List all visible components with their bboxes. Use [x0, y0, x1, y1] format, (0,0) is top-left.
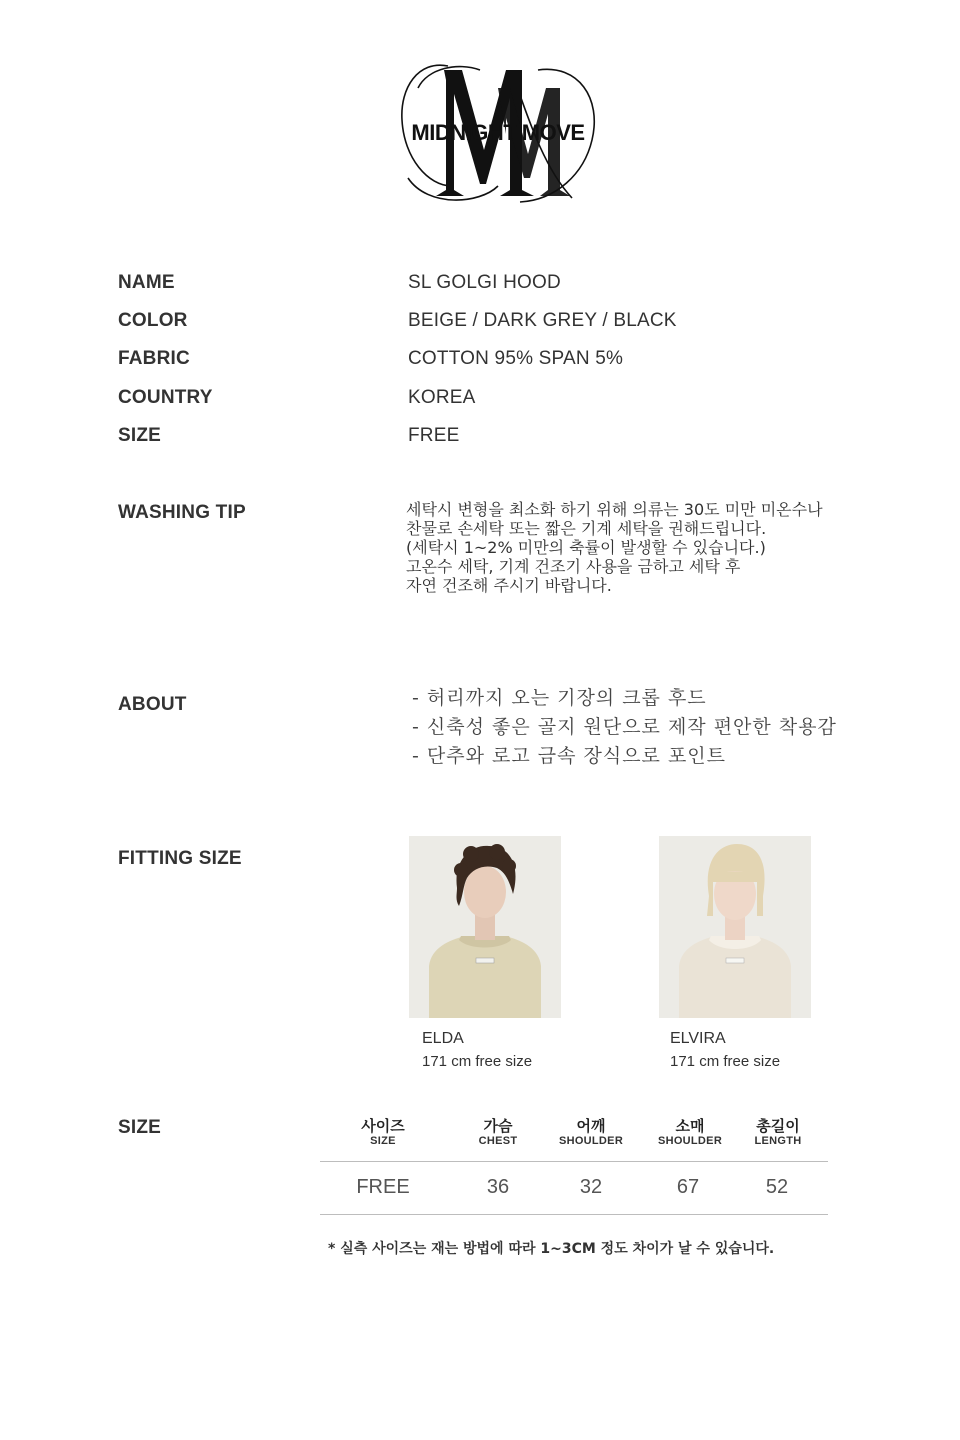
header-en: SHOULDER: [558, 1135, 624, 1147]
spec-label-color: COLOR: [118, 310, 188, 331]
about-label: ABOUT: [118, 694, 187, 715]
washing-line: 자연 건조해 주시기 바랍니다.: [406, 576, 612, 595]
brand-logo: [388, 58, 608, 208]
size-cell: 32: [579, 1176, 603, 1198]
spec-value-country: KOREA: [408, 387, 476, 408]
table-divider: [320, 1214, 828, 1215]
size-header-size: [338, 1118, 428, 1147]
size-header-length: [733, 1118, 823, 1147]
model-name-elvira: ELVIRA: [670, 1030, 726, 1047]
fitting-size-label: FITTING SIZE: [118, 848, 242, 869]
size-header-shoulder: [546, 1118, 636, 1147]
washing-tip-text: [406, 500, 936, 595]
model-figure-icon: [659, 836, 811, 1018]
about-list: [412, 684, 837, 771]
header-ko: 사이즈: [361, 1117, 405, 1135]
header-en: SIZE: [370, 1135, 396, 1147]
size-header-chest: [453, 1118, 543, 1147]
about-item: - 신축성 좋은 골지 원단으로 제작 편안한 착용감: [412, 716, 837, 738]
model-meta-elda: 171 cm free size: [422, 1053, 533, 1070]
brand-wordmark: MIDNIGHT MOVE: [411, 120, 585, 145]
size-cell: FREE: [356, 1176, 410, 1198]
spec-label-size: SIZE: [118, 425, 162, 446]
header-en: SHOULDER: [657, 1135, 723, 1147]
size-note: * 실측 사이즈는 재는 방법에 따라 1~3CM 정도 차이가 날 수 있습니다.: [328, 1241, 775, 1257]
size-cell: 36: [486, 1176, 510, 1198]
model-photo-elvira: [659, 836, 811, 1018]
spec-label-country: COUNTRY: [118, 387, 213, 408]
spec-value-fabric: COTTON 95% SPAN 5%: [408, 348, 624, 369]
spec-label-fabric: FABRIC: [118, 348, 190, 369]
header-en: CHEST: [478, 1135, 518, 1147]
spec-value-name: SL GOLGI HOOD: [408, 272, 561, 293]
washing-line: (세탁시 1~2% 미만의 축률이 발생할 수 있습니다.): [406, 538, 766, 557]
spec-label-name: NAME: [118, 272, 175, 293]
washing-line: 세탁시 변형을 최소화 하기 위해 의류는 30도 미만 미온수나: [406, 500, 823, 519]
size-cell: 67: [676, 1176, 700, 1198]
size-cell: 52: [765, 1176, 789, 1198]
header-ko: 어깨: [576, 1117, 606, 1135]
about-item: - 허리까지 오는 기장의 크롭 후드: [412, 687, 707, 709]
model-name-elda: ELDA: [422, 1030, 464, 1047]
table-divider: [320, 1161, 828, 1162]
model-photo-elda: [409, 836, 561, 1018]
washing-tip-label: WASHING TIP: [118, 502, 246, 523]
size-header-sleeve: [645, 1118, 735, 1147]
header-ko: 총길이: [756, 1117, 800, 1135]
header-ko: 소매: [675, 1117, 705, 1135]
size-table-label: SIZE: [118, 1117, 162, 1138]
header-en: LENGTH: [754, 1135, 802, 1147]
model-figure-icon: [409, 836, 561, 1018]
spec-value-color: BEIGE / DARK GREY / BLACK: [408, 310, 677, 331]
washing-line: 고온수 세탁, 기계 건조기 사용을 금하고 세탁 후: [406, 557, 741, 576]
header-ko: 가슴: [483, 1117, 513, 1135]
about-item: - 단추와 로고 금속 장식으로 포인트: [412, 745, 727, 767]
spec-value-size: FREE: [408, 425, 460, 446]
model-meta-elvira: 171 cm free size: [670, 1053, 781, 1070]
washing-line: 찬물로 손세탁 또는 짧은 기계 세탁을 권해드립니다.: [406, 519, 767, 538]
